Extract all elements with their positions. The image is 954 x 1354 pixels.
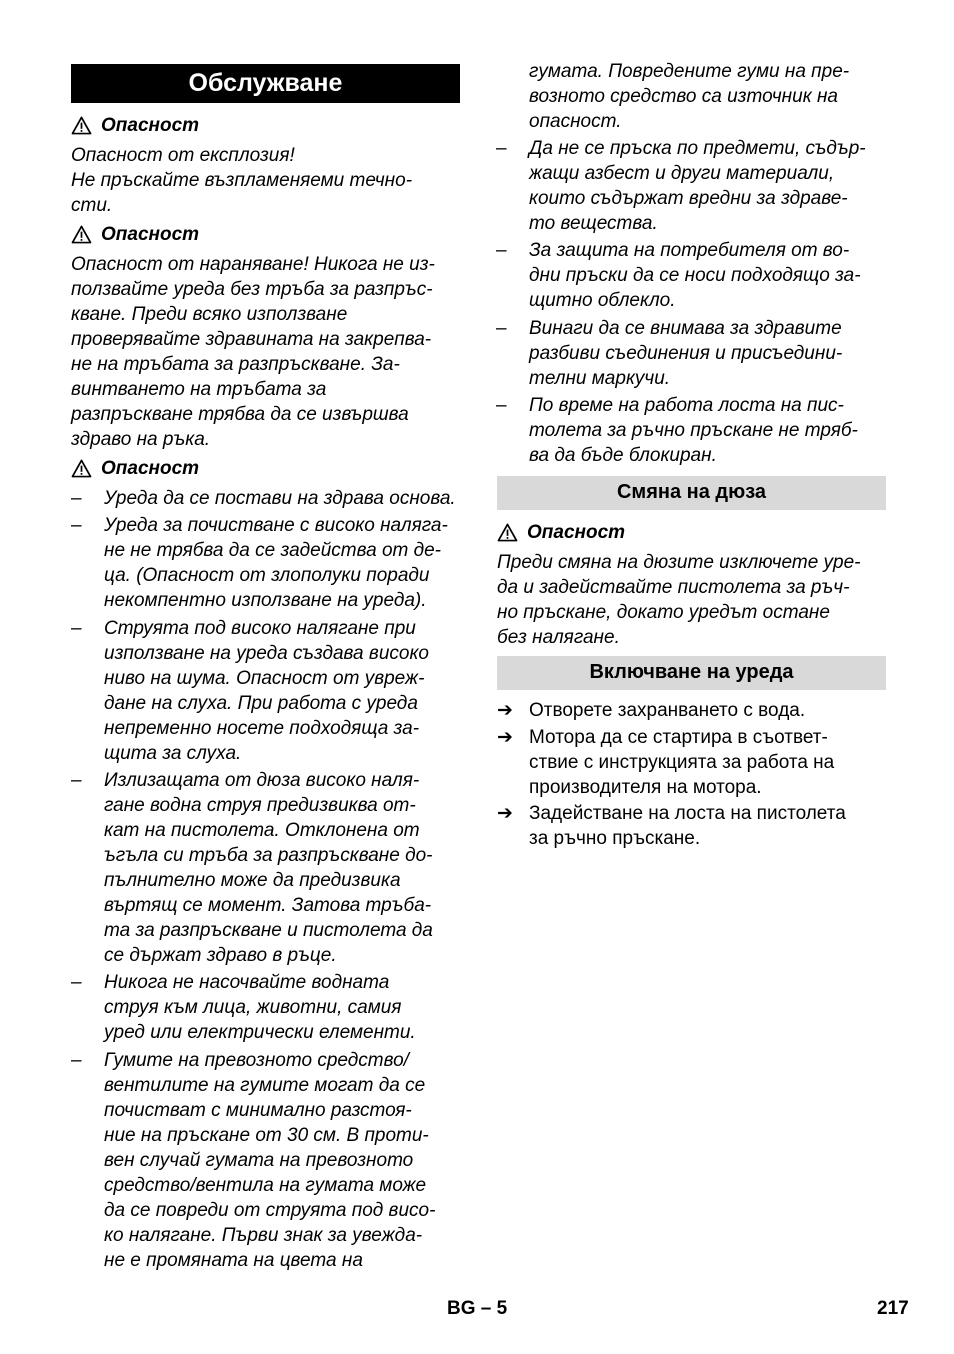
- arrow-right-icon: ➔: [497, 803, 513, 824]
- dash-bullet: –: [71, 972, 82, 993]
- warning-triangle-icon: [71, 459, 92, 478]
- footer-language-code: BG – 5: [447, 1298, 508, 1319]
- warning-triangle-icon: [497, 523, 518, 542]
- arrow-right-icon: ➔: [497, 700, 513, 721]
- dash-bullet: –: [496, 138, 507, 159]
- dash-bullet: –: [496, 318, 507, 339]
- danger-label-general: Опасност: [71, 456, 199, 481]
- list-item: – Никога не насочвайте водната струя към лица, животни, самия уред или електрически елементи.: [71, 972, 416, 1043]
- danger-text-injury: Опасност от нараняване! Никога не из- ползвайте уреда без тръба за разпръс- кване. Преди всяко използване проверявайте здравината на закрепва- не на тръбата за разпръскване. За- винтването на тръбата за разпръскване трябва да се извършва здраво на ръка.: [71, 254, 435, 450]
- instruction-step: ➔ Задействане на лоста на пистолета за ръчно пръскане.: [497, 803, 846, 849]
- list-item: – За защита на потребителя от во- дни пръски да се носи подходящо за- щитно облекло.: [496, 240, 861, 311]
- dash-bullet: –: [496, 240, 507, 261]
- list-item: – Винаги да се внимава за здравите разбиви съединения и присъедини- телни маркучи.: [496, 318, 843, 389]
- dash-bullet: –: [71, 770, 82, 791]
- dash-bullet: –: [71, 515, 82, 536]
- list-item-continued: гумата. Повредените гуми на пре- возното средство са източник на опасност.: [529, 61, 850, 132]
- danger-label-injury: Опасност: [71, 222, 199, 247]
- warning-triangle-icon: [71, 116, 92, 135]
- section-heading-start-device: Включване на уреда: [497, 656, 886, 690]
- page-number: 217: [877, 1298, 909, 1319]
- danger-label-nozzle: Опасност: [497, 520, 625, 545]
- dash-bullet: –: [71, 618, 82, 639]
- list-item: – Гумите на превозното средство/ вентилите на гумите могат да се почистват с минимално разстоя- ние на пръскане от 30 см. В проти- вен случай гумата на превозното средство/вентила на гумата може да се повреди от струята под висо- ко налягане. Първи знак за увежда- не е промяната на цвета на: [71, 1050, 436, 1271]
- instruction-step: ➔ Отворете захранването с вода.: [497, 700, 806, 721]
- dash-bullet: –: [71, 1050, 82, 1071]
- list-item: – Уреда за почистване с високо наляга- не не трябва да се задейства от де- ца. (Опасност от злополуки поради некомпентно използване на уреда).: [71, 515, 448, 611]
- list-item: – Излизащата от дюза високо наля- гане водна струя предизвиква от- кат на пистолета. Отклонена от ъгъла си тръба за разпръскване до- пълнително може да предизвика въртящ се момент. Затова тръба- та за разпръскване и пистолета да се държат здраво в ръце.: [71, 770, 433, 966]
- section-heading-maintenance: Обслужване: [71, 64, 460, 103]
- dash-bullet: –: [496, 395, 507, 416]
- dash-bullet: –: [71, 488, 82, 509]
- danger-label-explosion: Опасност: [71, 113, 199, 138]
- list-item: – По време на работа лоста на пис- толета за ръчно пръскане не тряб- ва да бъде блокиран.: [496, 395, 858, 466]
- list-item: – Да не се пръска по предмети, съдър- жащи азбест и други материали, които съдържат вредни за здраве- то вещества.: [496, 138, 866, 234]
- list-item: – Струята под високо налягане при използване на уреда създава високо ниво на шума. Опасност от увреж- дане на слуха. При работа с уреда непременно носете подходяща за- щита за слуха.: [71, 618, 429, 764]
- warning-triangle-icon: [71, 225, 92, 244]
- arrow-right-icon: ➔: [497, 727, 513, 748]
- danger-text-nozzle: Преди смяна на дюзите изключете уре- да и задействайте пистолета за ръч- но пръскане, докато уредът остане без налягане.: [497, 552, 861, 648]
- section-heading-nozzle-change: Смяна на дюза: [497, 476, 886, 510]
- danger-text-explosion: Опасност от експлозия! Не пръскайте възпламеняеми течно- сти.: [71, 145, 413, 216]
- instruction-step: ➔ Мотора да се стартира в съответ- ствие с инструкцията за работа на производителя на мотора.: [497, 727, 835, 798]
- list-item: – Уреда да се постави на здрава основа.: [71, 488, 456, 509]
